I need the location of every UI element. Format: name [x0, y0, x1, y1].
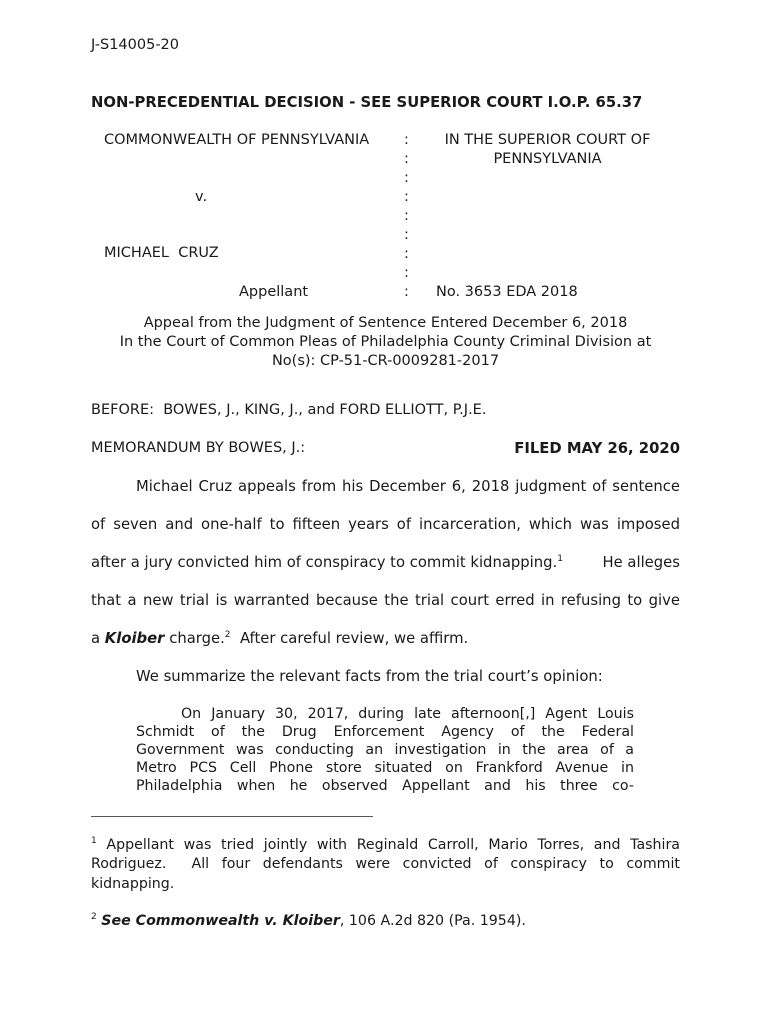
- case-name-kloiber: Kloiber: [104, 630, 165, 647]
- quote-line: Government was conducting an investigation in the area of a: [136, 742, 634, 758]
- caption-separator: :: [404, 284, 409, 300]
- body-line: [91, 630, 680, 647]
- caption-separator: :: [404, 227, 409, 243]
- quote-text: On January 30, 2017, during late afternoon[,] Agent Louis: [181, 706, 634, 722]
- body-line: of seven and one-half to fifteen years of incarceration, which was imposed: [91, 516, 680, 533]
- body-text: Michael Cruz appeals from his December 6, 2018 judgment of sentence: [136, 478, 680, 495]
- appeal-line-3: No(s): CP-51-CR-0009281-2017: [271, 353, 500, 369]
- caption-separator: :: [404, 170, 409, 186]
- caption-separator: :: [404, 189, 409, 205]
- appeal-line-2: In the Court of Common Pleas of Philadelphia County Criminal Division at: [119, 334, 652, 350]
- case-citation-kloiber: See Commonwealth v. Kloiber: [101, 913, 340, 929]
- body-text: after a jury convicted him of conspiracy to commit kidnapping.: [91, 554, 558, 571]
- body-line: [136, 478, 680, 495]
- footnote-text: , 106 A.2d 820 (Pa. 1954).: [339, 913, 526, 929]
- caption-separator: :: [404, 132, 409, 148]
- body-text: a: [91, 630, 105, 647]
- footnote-text: kidnapping.: [91, 876, 175, 892]
- docket-id: J-S14005-20: [91, 37, 180, 53]
- body-text: charge.: [164, 630, 225, 647]
- memorandum-author: MEMORANDUM BY BOWES, J.:: [91, 440, 306, 456]
- non-precedential-heading: NON-PRECEDENTIAL DECISION - SEE SUPERIOR COURT I.O.P. 65.37: [91, 94, 643, 111]
- footnote-mark-2: 2: [91, 912, 97, 922]
- body-line: [91, 554, 680, 571]
- plaintiff-name: COMMONWEALTH OF PENNSYLVANIA: [104, 132, 370, 148]
- footnote-mark-1: 1: [91, 836, 97, 846]
- defendant-name: MICHAEL CRUZ: [104, 245, 219, 261]
- quote-line: Schmidt of the Drug Enforcement Agency of the Federal: [136, 724, 634, 740]
- footnote-divider: [91, 816, 373, 817]
- panel-before-line: BEFORE: BOWES, J., KING, J., and FORD ELLIOTT, P.J.E.: [91, 402, 487, 418]
- caption-separator: :: [404, 246, 409, 262]
- body-line: that a new trial is warranted because the trial court erred in refusing to give: [91, 592, 680, 609]
- footnote-text: Appellant was tried jointly with Reginald Carroll, Mario Torres, and Tashira: [96, 837, 680, 853]
- docket-number: No. 3653 EDA 2018: [436, 284, 578, 300]
- versus-label: v.: [195, 189, 208, 205]
- court-name-line2: PENNSYLVANIA: [493, 151, 602, 167]
- footnote-ref-1[interactable]: 1: [557, 554, 563, 564]
- caption-separator: :: [404, 151, 409, 167]
- quote-line: [181, 706, 634, 722]
- caption-separator: :: [404, 208, 409, 224]
- body-text: After careful review, we affirm.: [230, 630, 469, 647]
- footnote-ref-2[interactable]: 2: [224, 630, 231, 640]
- court-name-line1: IN THE SUPERIOR COURT OF: [444, 132, 651, 148]
- appellant-label: Appellant: [239, 284, 309, 300]
- summary-intro: We summarize the relevant facts from the trial court’s opinion:: [136, 668, 603, 685]
- body-text: He alleges: [602, 554, 680, 571]
- caption-separator: :: [404, 265, 409, 281]
- filed-date: FILED MAY 26, 2020: [514, 440, 680, 457]
- footnote-2: [91, 913, 680, 929]
- quote-line: Philadelphia when he observed Appellant and his three co-: [136, 778, 634, 794]
- footnote-1: [91, 837, 680, 853]
- caption-separator-column: [404, 131, 414, 302]
- footnote-text: Rodriguez. All four defendants were convicted of conspiracy to commit: [91, 856, 680, 872]
- quote-line: Metro PCS Cell Phone store situated on Frankford Avenue in: [136, 760, 634, 776]
- appeal-line-1: Appeal from the Judgment of Sentence Entered December 6, 2018: [143, 315, 628, 331]
